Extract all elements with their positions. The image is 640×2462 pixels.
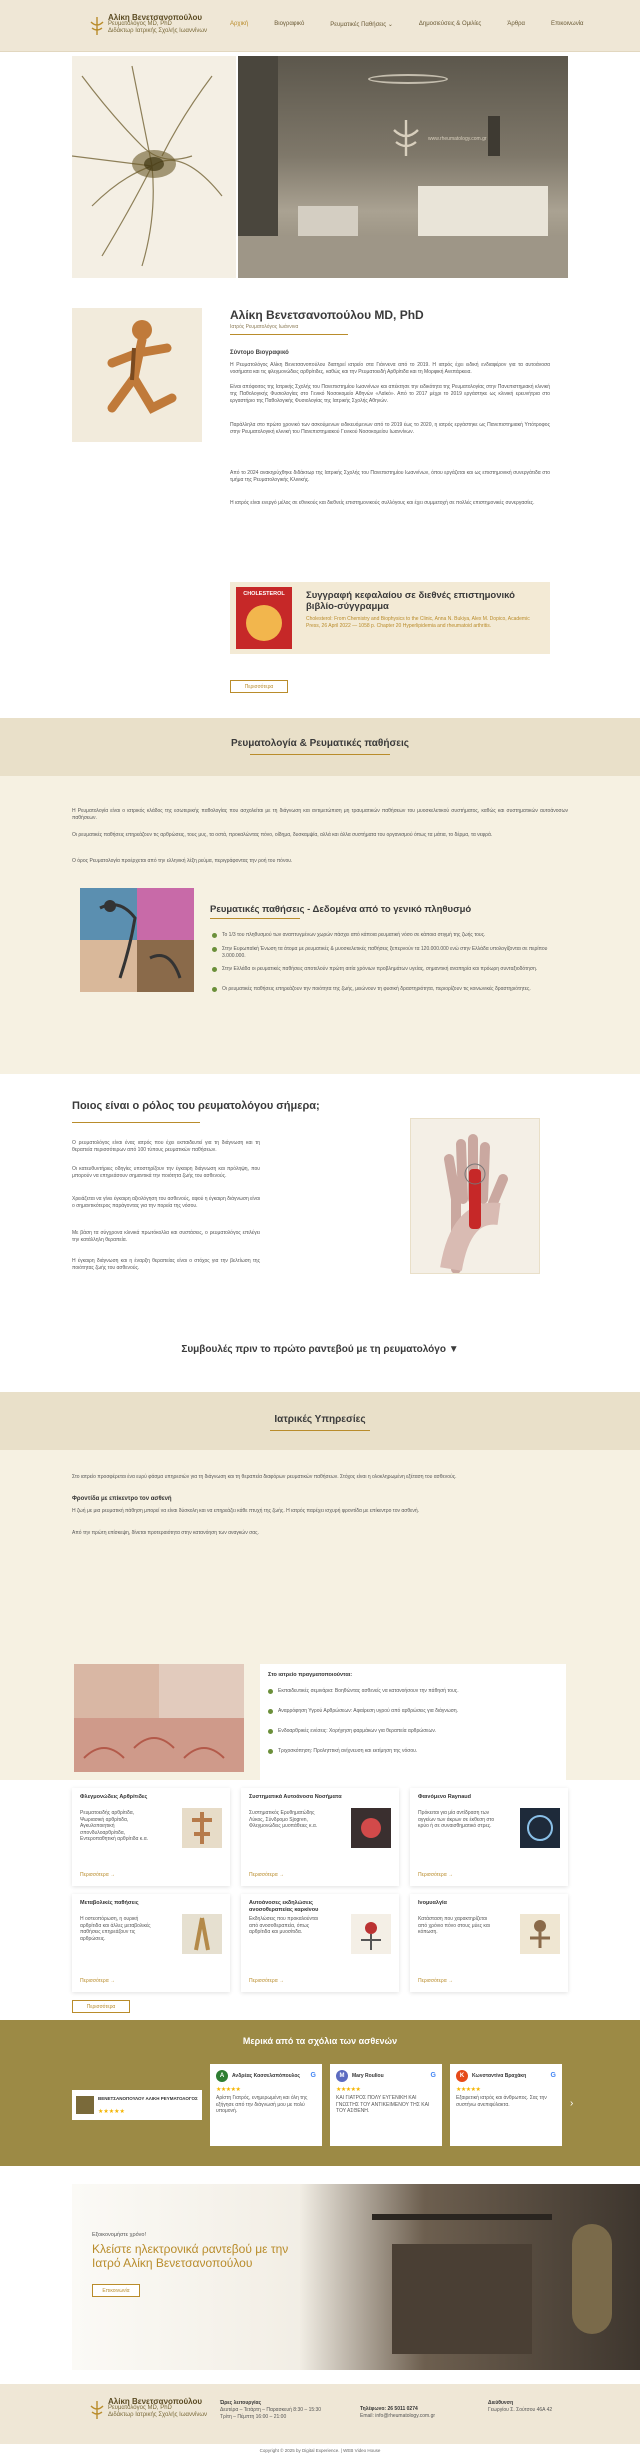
services-more-button[interactable]: Περισσότερα — [72, 2000, 130, 2013]
footer-address-heading: Διεύθυνση — [488, 2400, 514, 2406]
divider — [250, 754, 390, 755]
card-title: Συστηματικά Αυτοάνοσα Νοσήματα — [249, 1794, 342, 1800]
bio-more-button[interactable]: Περισσότερα — [230, 680, 288, 693]
stat-item: Στην Ελλάδα οι ρευματικές παθήσεις αποτελούν πρώτη αιτία χρόνιων προβλημάτων υγείας, σημαντική αναπηρία και πρόωρη συνταξιοδότηση. — [222, 966, 562, 973]
book-title: Συγγραφή κεφαλαίου σε διεθνές επιστημονικό βιβλίο-σύγγραμμα — [306, 590, 515, 612]
footer-logo-sub-2: Διδάκτωρ Ιατρικής Σχολής Ιωαννίνων — [108, 2412, 207, 2418]
book-description: Cholesterol: From Chemistry and Biophysics to the Clinic, Anna N. Bukiya, Alex M. Dopico, Academic Press, 26 April 2022 — 1058 p. Chapter 20 Hyperlipidemia and rheumatoid arthritis. — [306, 616, 530, 629]
autoimmune-icon — [351, 1808, 391, 1848]
hero-illustration — [72, 56, 236, 278]
hero — [72, 56, 568, 278]
bio-subtitle: Ιατρός Ρευματολόγος Ιωάννινα — [230, 324, 299, 330]
wall-logo-icon — [388, 118, 424, 158]
services-paragraph: Η ζωή με μια ρευματική πάθηση μπορεί να είναι δύσκολη και να επηρεάζει κάθε πτυχή της ζωής. Η ιατρός παρέχει ισχυρή φροντίδα με επίκεντρο τον ασθενή. — [72, 1508, 420, 1514]
bio-paragraph: Η ιατρός είναι ενεργό μέλος σε εθνικούς και διεθνείς επιστημονικούς συλλόγους και έχει συμμετοχή σε πολλές επιστημονικές συνεργασίες. — [230, 500, 535, 506]
footer-contact — [360, 2406, 435, 2420]
footer-email[interactable]: Email: info@rheumatology.com.gr — [360, 2413, 436, 2419]
google-icon: G — [310, 2072, 316, 2079]
footer-hours-heading: Ώρες λειτουργίας — [220, 2400, 262, 2406]
nav-diseases[interactable]: Ρευματικές Παθήσεις ⌄ — [330, 22, 393, 28]
card-title: Ινομυαλγία — [418, 1900, 447, 1906]
bullet-icon — [212, 967, 217, 972]
rheuma-paragraph: Η Ρευματολογία είναι ο ιατρικός κλάδος της εσωτερικής παθολογίας που ασχολείται με τη διάγνωση και αντιμετώπιση μη τραυματικών παθήσεων του μυοσκελετικού συστήματος, καθώς και συστηματικών αυτοάνοσων παθήσεων. — [72, 808, 568, 821]
card-more-link[interactable]: Περισσότερα → — [249, 1872, 285, 1878]
carousel-next-icon[interactable]: › — [570, 2098, 574, 2109]
review-text: Αρίστη Γιατρός, ενημερωμένη και όλη της εξήγησε από την διάγνωσή μου με πολύ υπομονή. — [216, 2095, 308, 2114]
divider — [210, 918, 300, 919]
procedure-item: Εκπαιδευτικές σεμινάρια: Βοηθώντας ασθενείς να κατανοήσουν την πάθησή τους. — [278, 1688, 558, 1695]
reviewer-name: Mary Rouliou — [352, 2073, 384, 2079]
bullet-icon — [268, 1729, 273, 1734]
card-desc: Πρόκειται για μία αντίδραση των αγγείων των άκρων σε έκθεση στο κρύο ή σε συναισθηματικό στρες. — [418, 1810, 495, 1829]
review-card — [330, 2064, 442, 2146]
rating-stars: ★★★★★ — [336, 2087, 361, 2093]
footer-phone[interactable]: Τηλέφωνο: 26 5011 0274 — [360, 2406, 418, 2412]
card-more-link[interactable]: Περισσότερα → — [249, 1978, 285, 1984]
runner-illustration — [72, 308, 202, 442]
card-desc: Συστηματικός Ερυθηματώδης Λύκος, Σύνδρομο Sjogren, Φλεγμονώδεις μυοπάθειες κ.α. — [249, 1810, 318, 1829]
footer-hours: Ώρες λειτουργίας Δευτέρα – Τετάρτη – Παρασκευή 8:30 – 15:30 Τρίτη – Πέμπτη 16:00 – 21:00 — [220, 2400, 322, 2420]
bullet-icon — [212, 947, 217, 952]
logo-icon[interactable] — [88, 16, 106, 36]
bio-paragraph: Η Ρευματολόγος Αλίκη Βενετσανοπούλου διατηρεί ιατρείο στα Γιάννενα από το 2019. Η ιατρός έχει ειδική ενδιαφέρον για τα αυτοάνοσα νοσήματα και τις φλεγμονώδεις αρθρίτιδες, καθώς και την Ρευματοειδή Αρθρίτιδα και τη Μορφική Ανεπάρκεια. — [230, 362, 550, 375]
card-more-link[interactable]: Περισσότερα → — [80, 1978, 116, 1984]
procedure-item: Ενδοαρθρικές ενέσεις: Χορήγηση φαρμάκων για θεραπεία αρθρώσεων. — [278, 1728, 558, 1735]
copyright: Copyright © 2025 by Digital Experience. | WEB Video House — [259, 2448, 381, 2453]
card-desc: Κατάσταση που χαρακτηρίζεται από χρόνιο πόνο στους μύες και κόπωση. — [418, 1916, 490, 1935]
hand-xray-illustration — [410, 1118, 540, 1274]
divider — [230, 334, 348, 335]
bio-paragraph: Παράλληλα στο πρώτο χρονικό των ασκούμενων ειδικευόμενων από το 2019 έως το 2020, η ιατρός εργάστηκε ως Πανεπιστημιακή Υπότροφος στην Ρευματολογική κλινική του Πανεπιστημιακού Γενικού Νοσοκομείου Ιωαννίνων. — [230, 422, 550, 435]
role-paragraph: Ο ρευματολόγος είναι ένας ιατρός που έχει εκπαιδευτεί για τη διάγνωση και τη θεραπεία περισσότερων από 100 τύπους ρευματικών παθήσεων. — [72, 1140, 260, 1153]
book-highlight — [230, 582, 550, 654]
appointment-pre: Εξοικονομήστε χρόνο! — [92, 2232, 147, 2238]
service-card[interactable] — [241, 1788, 399, 1886]
bio-title: Αλίκη Βενετσανοπούλου MD, PhD — [230, 308, 424, 322]
card-title: Αυτοάνοσες εκδηλώσεις ανοσοθεραπείας καρκίνου — [249, 1900, 319, 1913]
stat-item: Στην Ευρωπαϊκή Ένωση τα άτομα με ρευματικές & μυοσκελετικές παθήσεις ξεπερνούν τα 120.000.000 ενώ στην Ελλάδα υπολογίζονται σε περίπου 3.000.000. — [222, 946, 562, 959]
card-title: Φαινόμενο Raynaud — [418, 1794, 471, 1800]
bullet-icon — [212, 987, 217, 992]
card-desc: Εκδηλώσεις που προκαλούνται από ανοσοθεραπεία, όπως αρθρίτιδα και μυοσίτιδα. — [249, 1916, 318, 1935]
services-subtitle: Φροντίδα με επίκεντρο τον ασθενή — [72, 1496, 172, 1502]
bio-paragraph: Είναι απόφοιτος της Ιατρικής Σχολής του Πανεπιστημίου Ιωαννίνων και απέκτησε την ειδικότητα της Ρευματολογίας στην Πανεπιστημιακή κλινική της Παθολογικής Φυσιολογίας στο Γενικό Νοσοκομείο Αθηνών «Λαϊκό». Από το 2017 μέχρι το 2019 εργάστηκε ως κλινική ερευνήτρια στο εργαστήριο της Παθολογικής Φυσιολογίας της Ιατρικής Σχολής Αθηνών. — [230, 384, 550, 404]
role-paragraph: Οι κατευθυντήριες οδηγίες υποστηρίζουν την έγκαιρη διάγνωση και πρόληψη, που μπορούν να επηρεάσουν σημαντικά την ποιότητα ζωής του ασθενούς. — [72, 1166, 260, 1179]
metabolic-icon — [182, 1914, 222, 1954]
appointment-banner — [72, 2184, 640, 2370]
nav-home[interactable]: Αρχική — [230, 21, 249, 27]
procedures-head: Στο ιατρείο πραγματοποιούνται: — [268, 1672, 353, 1678]
service-card[interactable] — [410, 1894, 568, 1992]
procedure-item: Τριχοσκόπηση: Προληπτική ανίχνευση και εκτίμηση της νόσου. — [278, 1748, 558, 1755]
stat-item: Το 1/3 του πληθυσμού των αναπτυγμένων χωρών πάσχει από κάποια ρευματική νόσο σε κάποια στιγμή της ζωής τους. — [222, 932, 562, 939]
rheuma-paragraph: Οι ρευματικές παθήσεις επηρεάζουν τις αρθρώσεις, τους μυς, τα οστά, προκαλώντας πόνο, οίδημα, δυσκαμψία, αλλά και άλλα συστήματα του οργανισμού όπως τα μάτια, το δέρμα, τα νεφρά. — [72, 832, 493, 838]
services-paragraph: Στο ιατρείο προσφέρεται ένα ευρύ φάσμα υπηρεσιών για τη διάγνωση και τη θεραπεία διαφόρων ρευματικών παθήσεων. Στόχος είναι η ολοκληρωμένη εξέταση του ασθενούς. — [72, 1474, 457, 1480]
stat-item: Οι ρευματικές παθήσεις επηρεάζουν την ποιότητα της ζωής, μειώνουν τη φυσική δραστηριότητα, περιορίζουν τις κοινωνικές δραστηριότητες. — [222, 986, 562, 993]
neuron-illustration — [72, 56, 236, 278]
rating-stars: ★★★★★ — [456, 2087, 481, 2093]
role-paragraph: Χρειάζεται να γίνει έγκαιρη αξιολόγηση του ασθενούς, αφού η έγκαιρη διάγνωση είναι ο σημαντικότερος παράγοντας για την πορεία της νόσου. — [72, 1196, 260, 1209]
badge-name: ΒΕΝΕΤΣΑΝΟΠΟΥΛΟΥ ΑΛΙΚΗ ΡΕΥΜΑΤΟΛΟΓΟΣ — [98, 2096, 198, 2101]
wall-text: www.rheumatology.com.gr — [428, 136, 487, 142]
raynaud-icon — [520, 1808, 560, 1848]
rheuma-title: Ρευματολογία & Ρευματικές παθήσεις — [230, 738, 410, 749]
nav-bio[interactable]: Βιογραφικό — [274, 21, 305, 27]
footer-logo-text[interactable] — [108, 2398, 207, 2419]
role-title: Ποιος είναι ο ρόλος του ρευματολόγου σήμερα; — [72, 1100, 320, 1112]
services-title: Ιατρικές Υπηρεσίες — [274, 1414, 366, 1425]
card-title: Μεταβολικές παθήσεις — [80, 1900, 139, 1906]
services-paragraph: Από την πρώτη επίσκεψη, δίνεται προτεραιότητα στην κατανόηση των αναγκών σας. — [72, 1530, 259, 1536]
logo-subtitle: Ρευματολόγος MD, PhD — [108, 21, 172, 27]
service-card[interactable] — [410, 1788, 568, 1886]
bullet-icon — [268, 1689, 273, 1694]
google-rating-badge[interactable] — [72, 2090, 202, 2120]
main-nav — [230, 21, 610, 28]
bio-section-title: Σύντομο Βιογραφικό — [230, 350, 289, 356]
card-title: Φλεγμονώδεις Αρθρίτιδες — [80, 1794, 148, 1800]
rating-stars: ★★★★★ — [216, 2087, 241, 2093]
immunotherapy-icon — [351, 1914, 391, 1954]
google-icon: G — [550, 2072, 556, 2079]
fibromyalgia-icon — [520, 1914, 560, 1954]
appointment-title: Κλείστε ηλεκτρονικά ραντεβού με την Ιατρό Αλίκη Βενετσανοπούλου — [92, 2242, 289, 2270]
bullet-icon — [212, 933, 217, 938]
avatar: Κ — [456, 2070, 468, 2082]
bio-paragraph: Από το 2024 ανακηρύχθηκε διδάκτωρ της Ιατρικής Σχολής του Πανεπιστημίου Ιωαννίνων, όπου εργάζεται και ως επιστημονική συνεργάτιδα στο τμήμα της Ρευματολογικής Κλινικής. — [230, 470, 550, 483]
card-desc: Η οστεοπόρωση, η ουρική αρθρίτιδα και άλλες μεταβολικές παθήσεις επηρεάζουν τις αρθρώσεις. — [80, 1916, 151, 1942]
avatar: A — [216, 2070, 228, 2082]
service-card[interactable] — [72, 1788, 230, 1886]
footer-address: Διεύθυνση Γεωργίου Σ. Σούτσου 46Α 42 — [488, 2400, 553, 2413]
book-cover-label: CHOLESTEROL — [243, 591, 285, 597]
footer-logo-title: Αλίκη Βενετσανοπούλου — [108, 2397, 203, 2406]
clinic-photo — [238, 56, 568, 278]
divider — [270, 1430, 370, 1431]
stats-title: Ρευματικές παθήσεις - Δεδομένα από το γενικό πληθυσμό — [210, 904, 472, 915]
tips-toggle[interactable]: Συμβουλές πριν το πρώτο ραντεβού με τη ρευματολόγο ▼ — [181, 1344, 459, 1355]
review-text: ΚΑΙ ΓΙΑΤΡΟΣ ΠΟΛΥ ΕΥΓΕΝΙΚΗ ΚΑΙ ΓΝΩΣΤΗΣ ΤΟΥ ΑΝΤΙΚΕΙΜΕΝΟΥ ΤΗΣ ΚΑΙ ΤΟΥ ΑΣΘΕΝΗ. — [336, 2095, 430, 2114]
bullet-icon — [268, 1749, 273, 1754]
logo-subtitle-2: Διδάκτωρ Ιατρικής Σχολής Ιωαννίνων — [108, 28, 207, 34]
google-icon: G — [430, 2072, 436, 2079]
review-card — [210, 2064, 322, 2146]
badge-stars: ★★★★★ — [98, 2109, 125, 2115]
card-desc: Ρευματοειδής αρθρίτιδα, Ψωριασική αρθρίτιδα, Αγκυλοποιητική σπονδυλοαρθρίτιδα, Εντεροπαθητική αρθρίτιδα κ.α. — [80, 1810, 148, 1842]
reviewer-name: Κωνσταντίνα Βραχάκη — [472, 2073, 527, 2079]
service-card[interactable] — [72, 1894, 230, 1992]
card-more-link[interactable]: Περισσότερα → — [80, 1872, 116, 1878]
review-card — [450, 2064, 562, 2146]
role-paragraph: Η έγκαιρη διάγνωση και η έναρξη θεραπείας είναι ο στόχος για την βελτίωση της ποιότητας ζωής του ασθενούς. — [72, 1258, 260, 1271]
book-cover — [236, 587, 292, 649]
testimonials-title: Μερικά από τα σχόλια των ασθενών — [242, 2036, 398, 2046]
nav-publications[interactable]: Δημοσιεύσεις & Ομιλίες — [418, 21, 482, 27]
nav-contact[interactable]: Επικοινωνία — [550, 21, 584, 27]
contact-button[interactable]: Επικοινωνία — [92, 2284, 140, 2297]
procedures-box — [260, 1664, 566, 1786]
logo-title: Αλίκη Βενετσανοπούλου — [108, 13, 203, 22]
service-card[interactable] — [241, 1894, 399, 1992]
rheuma-paragraph: Ο όρος Ρευματολογία προέρχεται από την ελληνική λέξη ρεύμα, περιγράφοντας την ροή του πόνου. — [72, 858, 293, 864]
card-more-link[interactable]: Περισσότερα → — [418, 1978, 454, 1984]
avatar: M — [336, 2070, 348, 2082]
joints-icon — [182, 1808, 222, 1848]
rheuma-illustration — [80, 888, 194, 992]
review-text: Εξαιρετική ιατρός και άνθρωπος. Σας την συστήνω ανεπιφύλακτα. — [456, 2095, 547, 2108]
footer-logo-sub: Ρευματολόγος MD, PhD — [108, 2405, 172, 2411]
card-more-link[interactable]: Περισσότερα → — [418, 1872, 454, 1878]
site-footer — [0, 2384, 640, 2444]
bullet-icon — [268, 1709, 273, 1714]
divider — [72, 1122, 200, 1123]
site-header — [0, 0, 640, 52]
role-paragraph: Με βάση τα σύγχρονα κλινικά πρωτόκολλα και συστάσεις, ο ρευματολόγος επιλέγει την κατάλληλη θεραπεία. — [72, 1230, 260, 1243]
reviewer-name: Ανδρέας Κασσελαπόπουλος — [232, 2073, 300, 2079]
services-photo — [74, 1664, 244, 1772]
logo-text[interactable] — [108, 14, 207, 35]
nav-articles[interactable]: Άρθρα — [507, 21, 525, 27]
procedure-item: Αναρρόφηση Υγρού Αρθρώσεων: Αφαίρεση υγρού από αρθρώσεις για διάγνωση. — [278, 1708, 558, 1715]
footer-logo-icon[interactable] — [88, 2400, 106, 2420]
